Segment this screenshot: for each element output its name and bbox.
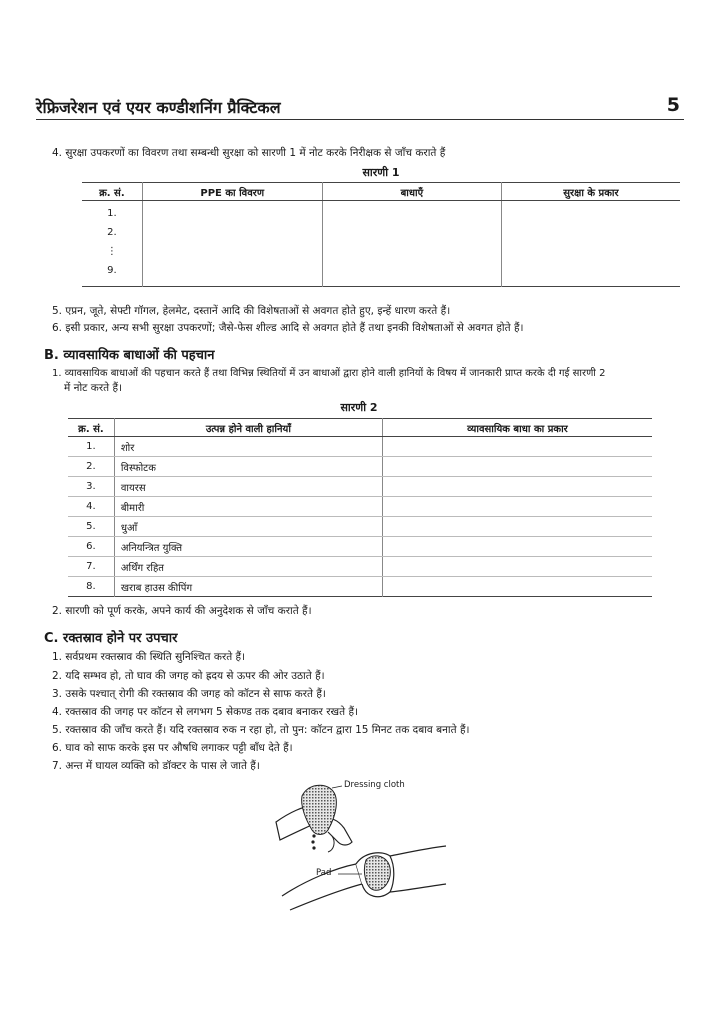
table2-sn: 6. [68,537,114,557]
section-b-item2: 2. सारणी को पूर्ण करके, अपने कार्य की अनुदेशक से जाँच कराते हैं। [52,605,312,617]
table2-loss: शोर [114,437,382,457]
table2-sn: 3. [68,477,114,497]
table2-sn: 4. [68,497,114,517]
list-item: 7. अन्त में घायल व्यक्ति को डॉक्टर के पास ले जाते हैं। [52,760,260,772]
pad-label: Pad [316,868,332,878]
table2-loss: विस्फोटक [114,457,382,477]
table1-header-sn: क्र. सं. [82,183,142,201]
table2-header-sn: क्र. सं. [68,419,114,437]
table-row [68,537,652,557]
table2-loss: खराब हाउस कीपिंग [114,577,382,597]
table-row [68,497,652,517]
table2-loss: बीमारी [114,497,382,517]
table2-empty-cell [382,457,652,477]
list-item: 1. सर्वप्रथम रक्तस्राव की स्थिति सुनिश्चित करते हैं। [52,651,246,663]
table1-serial: ⋮ [106,246,117,257]
list-item: 3. उसके पश्चात् रोगी की रक्तस्राव की जगह को कॉटन से साफ करते हैं। [52,688,326,700]
table2-sn: 7. [68,557,114,577]
table-row [68,437,652,457]
table2-loss: अर्थिंग रहित [114,557,382,577]
table2-empty-cell [382,497,652,517]
table2-sn: 5. [68,517,114,537]
table-row [68,477,652,497]
list-item: 5. एप्रन, जूते, सेफ्टी गॉगल, हेलमेट, दस्तानें आदि की विशेषताओं से अवगत होते हुए, इन्हें धारण करते हैं। [52,305,451,317]
table2-sn: 1. [68,437,114,457]
page-header-title: रेफ्रिजरेशन एवं एयर कण्डीशनिंग प्रैक्टिकल [36,98,281,117]
table-row [68,457,652,477]
list-item: 4. रक्तस्राव की जगह पर कॉटन से लगभग 5 सेकण्ड तक दबाव बनाकर रखते हैं। [52,706,359,718]
list-item: 6. घाव को साफ करके इस पर औषधि लगाकर पट्टी बाँध देते हैं। [52,742,293,754]
section-b-item1-line2: में नोट करते हैं। [64,382,123,394]
table2-empty-cell [382,477,652,497]
section-b-title: B. व्यावसायिक बाधाओं की पहचान [44,348,215,363]
table-row [68,577,652,597]
bleeding-first-aid-figure [270,776,450,920]
table1-serial: 1. [107,208,117,219]
list-item: 2. यदि सम्भव हो, तो घाव की जगह को ह्रदय से ऊपर की ओर उठाते हैं। [52,670,325,682]
table-row [68,557,652,577]
section-b-item1-line1: 1. व्यावसायिक बाधाओं की पहचान करते हैं तथा विभिन्न स्थितियों में उन बाधाओं द्वारा होने वाली हानियों के विषय में जानकारी प्राप्त करके दी गई सारणी 2 [52,368,606,379]
table2-empty-cell [382,577,652,597]
table1-header-hazards: बाधाएँ [322,183,501,201]
table2-loss: धुआँ [114,517,382,537]
table2-loss: वायरस [114,477,382,497]
header-rule [36,119,684,120]
table2 [68,418,652,597]
table1-header-safety-type: सुरक्षा के प्रकार [501,183,680,201]
table1-serial-column [82,201,142,287]
table2-loss: अनियन्त्रित युक्ति [114,537,382,557]
table2-empty-cell [382,437,652,457]
page-number: 5 [666,94,680,116]
table2-header-hazard-type: व्यावसायिक बाधा का प्रकार [382,419,652,437]
table1-caption: सारणी 1 [362,166,400,179]
section-c-title: C. रक्तस्राव होने पर उपचार [44,631,178,646]
table2-caption: सारणी 2 [340,401,378,414]
table1-cell-safety-type [501,201,680,287]
table2-empty-cell [382,537,652,557]
table2-sn: 2. [68,457,114,477]
table1-serial: 2. [107,227,117,238]
table1 [82,182,680,287]
table2-empty-cell [382,517,652,537]
table2-sn: 8. [86,581,96,592]
table1-cell-ppe [142,201,322,287]
table1-serial: 9. [107,265,117,276]
hand-bandage-illustration [270,776,450,920]
dressing-cloth-label: Dressing cloth [344,780,405,790]
list-item: 6. इसी प्रकार, अन्य सभी सुरक्षा उपकरणों; जैसे-फेस शील्ड आदि से अवगत होते हैं तथा इनकी विशेषताओं से अवगत होते हैं। [52,322,524,334]
table-row [68,517,652,537]
list-item: 5. रक्तस्राव की जाँच करते हैं। यदि रक्तस्राव रुक न रहा हो, तो पुन: कॉटन द्वारा 15 मिनट तक दबाव बनाते हैं। [52,724,470,736]
table1-header-ppe: PPE का विवरण [142,183,322,201]
table1-cell-hazards [322,201,501,287]
table2-empty-cell [382,557,652,577]
table2-header-losses: उत्पन्न होने वाली हानियाँ [114,419,382,437]
intro-item: 4. सुरक्षा उपकरणों का विवरण तथा सम्बन्धी सुरक्षा को सारणी 1 में नोट करके निरीक्षक से जाँच कराते हैं [52,147,446,159]
